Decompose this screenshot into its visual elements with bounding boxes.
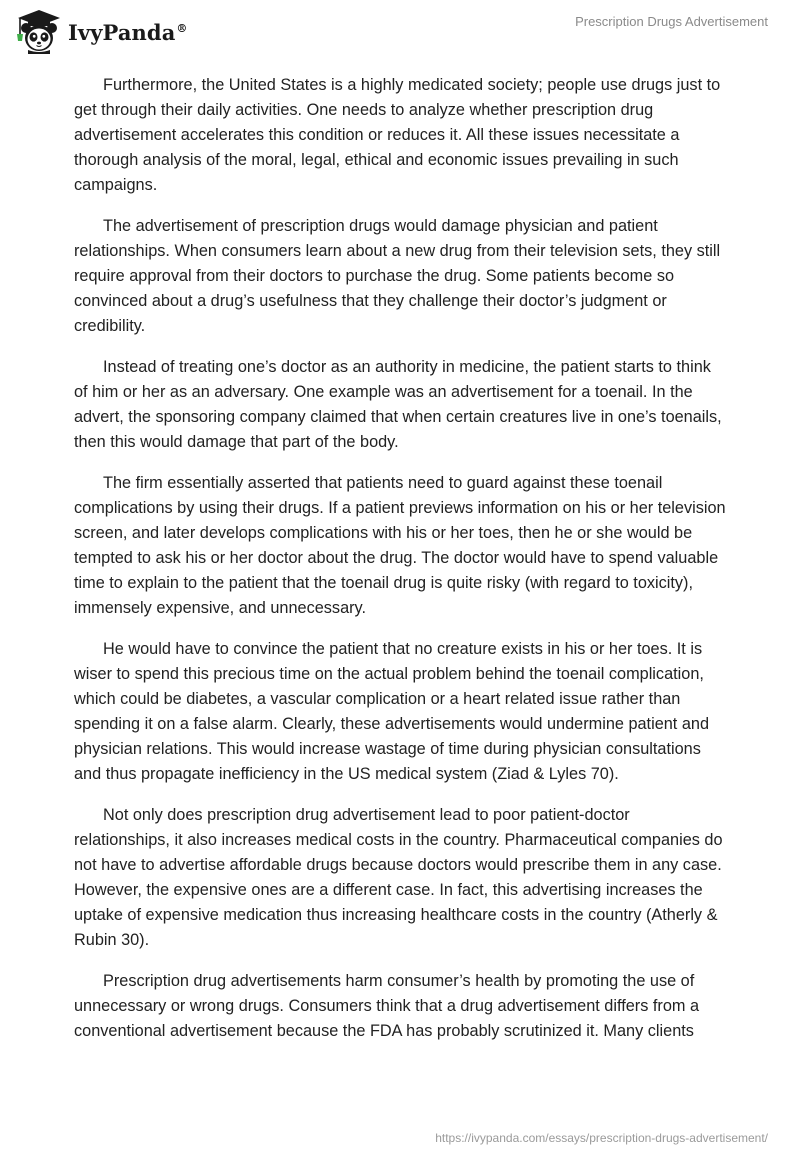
registered-mark: ®	[176, 21, 188, 35]
page-header	[0, 0, 800, 62]
source-url-link[interactable]: https://ivypanda.com/essays/prescription-drugs-advertisement/	[435, 1131, 768, 1145]
paragraph: Furthermore, the United States is a highly medicated society; people use drugs just to get through their daily activities. One needs to analyze whether prescription drug advertisement accelerates this condition or reduces it. All these issues necessitate a thorough analysis of the moral, legal, ethical and economic issues prevailing in such campaigns.	[74, 76, 721, 194]
brand-name: IvyPanda®	[68, 19, 188, 45]
essay-body	[74, 73, 728, 1060]
brand-logo[interactable]	[14, 8, 188, 54]
paragraph: Not only does prescription drug advertisement lead to poor patient-doctor relationships, it also increases medical costs in the country. Pharmaceutical companies do not have to advertise affordable drugs because doctors would prescribe them in any case. However, the expensive ones are a different case. In fact, this advertising increases the uptake of expensive medication thus increasing healthcare costs in the country (Atherly & Rubin 30).	[74, 806, 723, 949]
paragraph: Instead of treating one’s doctor as an authority in medicine, the patient starts to think of him or her as an adversary. One example was an advertisement for a toenail. In the advert, the sponsoring company claimed that when certain creatures live in one’s toenails, then this would damage that part of the body.	[74, 358, 722, 451]
paragraph: The firm essentially asserted that patients need to guard against these toenail complications by using their drugs. If a patient previews information on his or her television screen, and later develops complications with his or her toes, then he or she would be tempted to ask his or her doctor about the drug. The doctor would have to spend valuable time to explain to the patient that the toenail drug is quite risky (with regard to toxicity), immensely expensive, and unnecessary.	[74, 474, 726, 617]
paragraph: He would have to convince the patient that no creature exists in his or her toes. It is wiser to spend this precious time on the actual problem behind the toenail complication, which could be diabetes, a vascular complication or a heart related issue rather than spending it on a false alarm. Clearly, these advertisements would undermine patient and physician relations. This would increase wastage of time during physician consultations and thus propagate inefficiency in the US medical system (Ziad & Lyles 70).	[74, 640, 710, 783]
panda-graduate-icon	[14, 8, 64, 54]
paragraph: Prescription drug advertisements harm consumer’s health by promoting the use of unnecessary or wrong drugs. Consumers think that a drug advertisement differs from a conventional advertisement because the FDA has probably scrutinized it. Many clients	[74, 972, 700, 1040]
document-title: Prescription Drugs Advertisement	[575, 14, 768, 29]
paragraph: The advertisement of prescription drugs would damage physician and patient relationships. When consumers learn about a new drug from their television sets, they still require approval from their doctors to purchase the drug. Some patients become so convinced about a drug’s usefulness that they challenge their doctor’s judgment or credibility.	[74, 217, 721, 335]
